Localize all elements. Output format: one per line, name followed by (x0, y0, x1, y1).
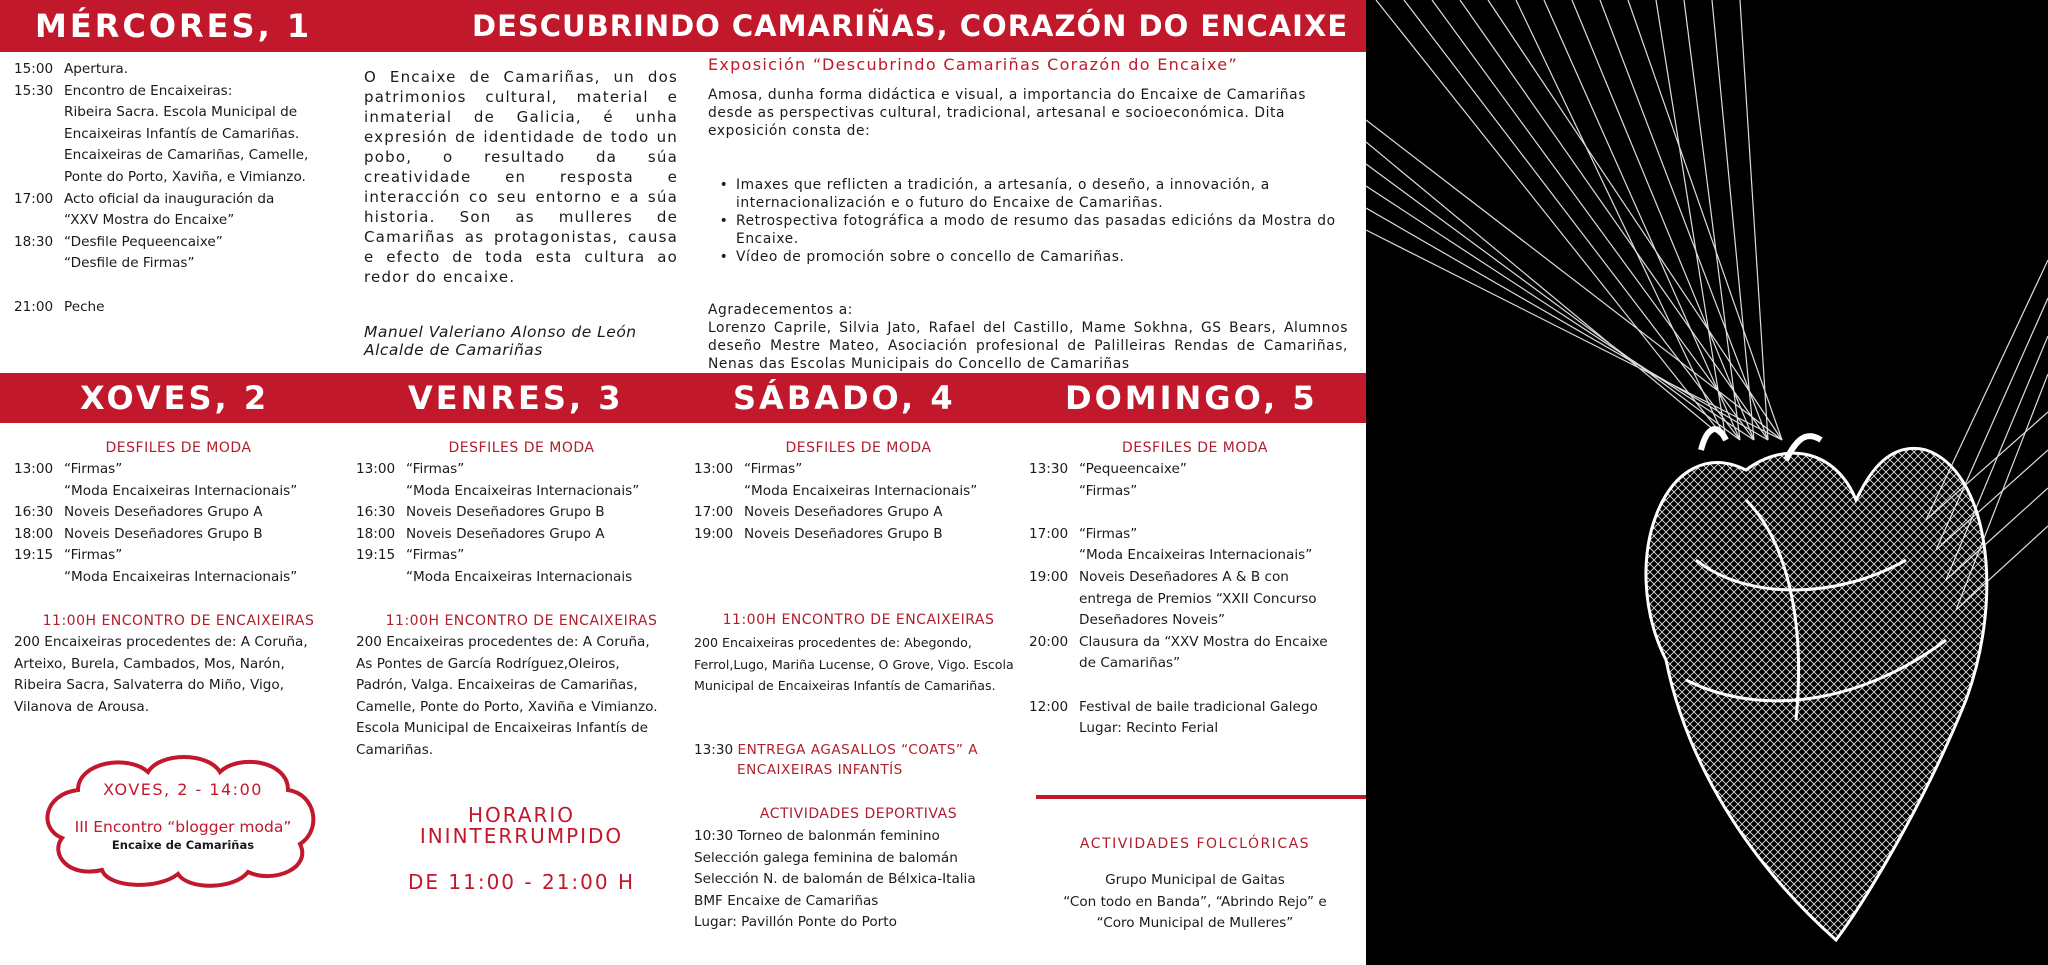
schedule-entry (14, 232, 354, 254)
entry-time: 13:00 (694, 461, 734, 477)
entry-text: “Firmas” (1079, 525, 1138, 542)
friday-schedule (356, 459, 696, 589)
text-line: Selección galega feminina de balomán (694, 849, 958, 866)
exhibition-bullet (712, 248, 1352, 266)
entry-text: “Firmas” (64, 547, 123, 564)
text-line: Municipal de Encaixeiras Infantís de Camariñas. (694, 678, 996, 694)
divider-line (1036, 795, 1366, 799)
schedule-entry (1029, 632, 1366, 654)
bullet-text: Vídeo de promoción sobre o concello de Camariñas. (736, 249, 1125, 265)
saturday-schedule (694, 459, 1034, 545)
schedule-entry (1029, 459, 1366, 481)
entry-text: “Desfile Pequeencaixe” (64, 233, 223, 250)
schedule-entry (14, 81, 354, 103)
entry-text: Noveis Deseñadores Grupo B (64, 525, 263, 542)
exhibition-bullet (712, 176, 1352, 212)
schedule-entry (694, 459, 1034, 481)
text-line: “Con todo en Banda”, “Abrindo Rejo” e (1063, 893, 1327, 910)
folk-text (1024, 870, 1366, 935)
page-title: DESCUBRINDO CAMARIÑAS, CORAZÓN DO ENCAIXE (472, 9, 1349, 43)
text-line: Lugar: Pavillón Ponte do Porto (694, 914, 897, 931)
entry-text: Apertura. (64, 61, 129, 77)
day-title-saturday: SÁBADO, 4 (733, 379, 956, 417)
entry-text: Peche (64, 298, 105, 315)
text-line: BMF Encaixe de Camariñas (694, 892, 879, 909)
thursday-encounter-title: 11:00H ENCONTRO DE ENCAIXEIRAS (42, 613, 315, 629)
lace-heart-illustration (1366, 0, 2048, 965)
entry-text-continued: Encaixeiras Infantís de Camariñas. (64, 125, 300, 142)
entry-text: “Firmas” (744, 461, 803, 477)
entry-text: Acto oficial da inauguración da (64, 190, 275, 207)
entry-text-continued: “Moda Encaixeiras Internacionais” (1079, 547, 1313, 564)
entry-time: 17:00 (1029, 525, 1069, 542)
wednesday-schedule (14, 59, 354, 318)
schedule-entry (14, 59, 354, 81)
entry-text: “Firmas” (406, 461, 465, 477)
schedule-entry (14, 459, 354, 481)
entry-time: 16:30 (356, 504, 396, 521)
exhibition-title: Exposición “Descubrindo Camariñas Corazón do Encaixe” (708, 55, 1239, 74)
entry-time: 20:00 (1029, 633, 1069, 650)
bullet-text: Imaxes que reflicten a tradición, a artesanía, o deseño, a innovación, a internacionalización e o futuro do Encaixe de Camariñas. (736, 177, 1270, 211)
sports-text (694, 826, 1039, 934)
entry-text: “Pequeencaixe” (1079, 461, 1187, 477)
entry-time: 17:00 (14, 190, 54, 207)
entry-time: 15:00 (14, 61, 54, 77)
text-line: Camelle, Ponte do Porto, Xaviña e Vimianzo. (356, 698, 658, 715)
entry-text: Noveis Deseñadores Grupo A (406, 525, 605, 542)
thursday-section-title: DESFILES DE MODA (105, 440, 252, 456)
entry-text-continued: “Moda Encaixeiras Internacionais” (744, 482, 978, 499)
entry-text: Noveis Deseñadores Grupo B (406, 504, 605, 521)
thanks-list: Lorenzo Caprile, Silvia Jato, Rafael del Castillo, Mame Sokhna, GS Bears, Alumnos deseño Mestre Mateo, Asociación profesional de Palilleiras Rendas de Camariñas, Nenas das Escolas Municipais do Concello de Camariñas (708, 320, 1348, 372)
schedule-entry (14, 524, 354, 546)
mayor-name: Manuel Valeriano Alonso de León (364, 323, 637, 341)
entry-time: 16:30 (14, 504, 54, 521)
text-line: “Coro Municipal de Mulleres” (1096, 915, 1294, 932)
text-line: Ferrol,Lugo, Mariña Lucense, O Grove, Vigo. Escola (694, 656, 1014, 672)
exhibition-bullets (712, 176, 1352, 266)
entry-time: 19:15 (356, 547, 396, 564)
text-line: As Pontes de García Rodríguez,Oleiros, (356, 655, 620, 672)
entry-text-continued: “Moda Encaixeiras Internacionais” (64, 482, 298, 499)
text-line: 10:30 Torneo de balonmán feminino (694, 828, 940, 844)
folk-title: ACTIVIDADES FOLCLÓRICAS (1079, 836, 1311, 852)
entry-text-continued: “Desfile de Firmas” (64, 255, 195, 272)
bullet-dot: • (719, 177, 729, 193)
entry-text-continued: Ribeira Sacra. Escola Municipal de (64, 104, 298, 121)
schedule-entry (356, 459, 696, 481)
entry-text: Noveis Deseñadores Grupo B (744, 525, 943, 542)
entry-text-continued: “XXV Mostra do Encaixe” (64, 212, 235, 229)
entry-text-continued: entrega de Premios “XXII Concurso (1079, 590, 1317, 607)
text-line: Arteixo, Burela, Cambados, Mos, Narón, (14, 655, 285, 672)
schedule-entry (694, 524, 1034, 546)
cloud-date: XOVES, 2 - 14:00 (103, 780, 263, 799)
schedule-entry (14, 297, 354, 319)
bullet-text: Retrospectiva fotográfica a modo de resumo das pasadas edicións da Mostra do Encaixe. (736, 213, 1336, 247)
entry-time: 18:00 (14, 525, 54, 542)
top-banner (0, 0, 1366, 52)
entry-time: 17:00 (694, 504, 734, 521)
entry-text-continued: Lugar: Recinto Ferial (1079, 720, 1219, 737)
schedule-entry (14, 189, 354, 211)
friday-encounter-title: 11:00H ENCONTRO DE ENCAIXEIRAS (385, 613, 658, 629)
entry-text-continued: “Firmas” (1079, 482, 1138, 499)
entry-time: 19:00 (694, 525, 734, 542)
text-line: Camariñas. (356, 741, 434, 758)
text-line: 200 Encaixeiras procedentes de: Abegondo, (694, 635, 972, 650)
spacer (14, 275, 354, 297)
cloud-title: III Encontro “blogger moda” (74, 818, 292, 836)
thursday-schedule (14, 459, 354, 589)
bullet-dot: • (719, 249, 729, 265)
bullet-dot: • (719, 213, 729, 229)
entry-text-continued: Ponte do Porto, Xaviña, e Vimianzo. (64, 168, 306, 185)
hours-title-1: HORARIO (467, 803, 576, 827)
schedule-entry (356, 502, 696, 524)
entry-time: 18:00 (356, 525, 396, 542)
entry-text-continued: Deseñadores Noveis” (1079, 612, 1226, 629)
exhibition-bullet (712, 212, 1352, 248)
schedule-entry (356, 545, 696, 567)
schedule-entry (694, 502, 1034, 524)
spacer (1029, 502, 1366, 524)
text-line: 200 Encaixeiras procedentes de: A Coruña, (14, 634, 308, 650)
entry-time: 13:30 (1029, 461, 1069, 477)
gifts-row (694, 740, 1039, 762)
entry-text: Noveis Deseñadores Grupo A (744, 504, 943, 521)
cloud-subtitle: Encaixe de Camariñas (111, 838, 255, 852)
text-line: Ribeira Sacra, Salvaterra do Miño, Vigo, (14, 677, 285, 694)
friday-section-title: DESFILES DE MODA (448, 440, 595, 456)
entry-text: Encontro de Encaixeiras: (64, 82, 233, 99)
text-line: Grupo Municipal de Gaitas (1105, 872, 1285, 888)
schedule-entry (356, 524, 696, 546)
entry-time: 18:30 (14, 233, 54, 250)
text-line: Escola Municipal de Encaixeiras Infantís de (356, 720, 648, 737)
day-title-wednesday: MÉRCORES, 1 (35, 7, 313, 45)
friday-encounter-text (356, 632, 696, 762)
sports-title: ACTIVIDADES DEPORTIVAS (759, 806, 958, 822)
entry-time: 13:00 (14, 461, 54, 477)
schedule-entry (1029, 524, 1366, 546)
entry-text-continued: Encaixeiras de Camariñas, Camelle, (64, 147, 309, 164)
thursday-encounter-text (14, 632, 354, 718)
day-title-friday: VENRES, 3 (408, 379, 624, 417)
sunday-section-title: DESFILES DE MODA (1122, 440, 1268, 456)
saturday-encounter-text (694, 632, 1039, 697)
saturday-section-title: DESFILES DE MODA (785, 440, 932, 456)
schedule-entry (1029, 567, 1366, 589)
thanks-label: Agradecementos a: (708, 302, 854, 318)
entry-text-continued: “Moda Encaixeiras Internacionais (406, 568, 633, 585)
entry-text-continued: “Moda Encaixeiras Internacionais” (64, 568, 298, 585)
entry-time: 12:00 (1029, 698, 1069, 715)
text-line: Selección N. de balomán de Bélxica-Italia (694, 871, 976, 888)
text-line: Padrón, Valga. Encaixeiras de Camariñas, (356, 677, 638, 694)
gifts-line-1: ENTREGA AGASALLOS “COATS” A (737, 742, 978, 758)
entry-text: “Firmas” (64, 461, 123, 477)
gifts-time: 13:30 (694, 742, 734, 758)
text-line: Vilanova de Arousa. (14, 698, 150, 715)
entry-text: Festival de baile tradicional Galego (1079, 698, 1318, 715)
entry-time: 19:15 (14, 547, 54, 564)
hours-range: DE 11:00 - 21:00 H (408, 870, 635, 894)
text-line: 200 Encaixeiras procedentes de: A Coruña, (356, 634, 650, 650)
mayor-role: Alcalde de Camariñas (364, 341, 543, 359)
saturday-encounter-title: 11:00H ENCONTRO DE ENCAIXEIRAS (722, 612, 995, 628)
entry-time: 19:00 (1029, 568, 1069, 585)
schedule-entry (14, 545, 354, 567)
days-banner (0, 373, 1366, 423)
intro-paragraph: O Encaixe de Camariñas, un dos patrimonios cultural, material e inmaterial de Galicia, é unha expresión de identidade de todo un pobo, o resultado da súa creatividade en resposta e interacción co seu entorno e a súa historia. Son as mulleres de Camariñas as protagonistas, causa e efecto de toda esta cultura ao redor do encaixe. (364, 68, 678, 286)
schedule-entry (14, 502, 354, 524)
day-title-thursday: XOVES, 2 (80, 379, 270, 417)
sunday-schedule (1029, 459, 1366, 740)
entry-text: “Firmas” (406, 547, 465, 564)
entry-text: Noveis Deseñadores A & B con (1079, 568, 1289, 585)
day-title-sunday: DOMINGO, 5 (1065, 379, 1318, 417)
spacer (1029, 675, 1366, 697)
entry-text-continued: de Camariñas” (1079, 655, 1181, 672)
hours-title-2: ININTERRUMPIDO (419, 824, 624, 848)
schedule-entry (1029, 697, 1366, 719)
gifts-line-2: ENCAIXEIRAS INFANTÍS (737, 762, 903, 778)
entry-time: 15:30 (14, 82, 54, 99)
exhibition-description: Amosa, dunha forma didáctica e visual, a importancia do Encaixe de Camariñas desde as perspectivas cultural, tradicional, artesanal e socioeconómica. Dita exposición consta de: (708, 87, 1306, 139)
entry-text: Noveis Deseñadores Grupo A (64, 504, 263, 521)
entry-text-continued: “Moda Encaixeiras Internacionais” (406, 482, 640, 499)
entry-time: 21:00 (14, 298, 54, 315)
entry-text: Clausura da “XXV Mostra do Encaixe (1079, 633, 1328, 650)
entry-time: 13:00 (356, 461, 396, 477)
